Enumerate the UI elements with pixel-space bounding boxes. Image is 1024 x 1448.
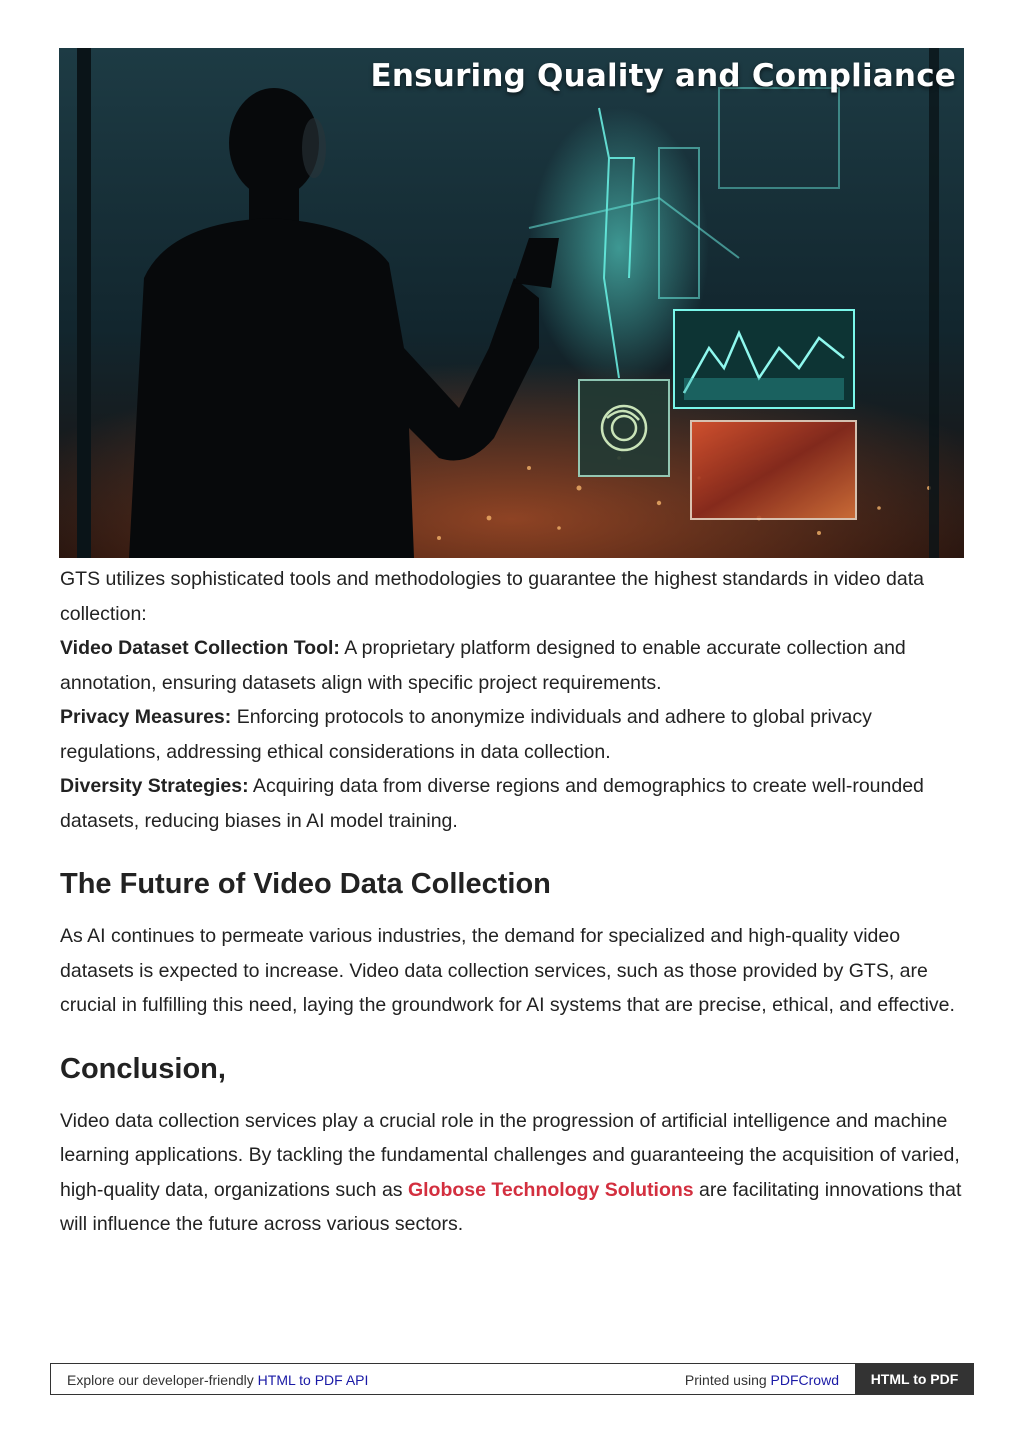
feature-text: Enforcing protocols to anonymize individuals and adhere to global privacy regulations, addressing ethical considerations in data collection. <box>60 706 872 763</box>
article-body <box>60 562 970 1242</box>
intro-paragraph: GTS utilizes sophisticated tools and methodologies to guarantee the highest standards in video data collection: <box>60 568 924 625</box>
conclusion-heading: Conclusion, <box>60 1052 226 1085</box>
footer-explore <box>67 1372 368 1388</box>
hero-illustration <box>59 48 964 558</box>
feature-text: A proprietary platform designed to enable accurate collection and annotation, ensuring datasets align with specific project requirements. <box>60 637 906 694</box>
pdfcrowd-footer <box>50 1363 974 1395</box>
globose-link[interactable]: Globose Technology Solutions <box>407 1178 694 1201</box>
future-heading: The Future of Video Data Collection <box>60 868 551 900</box>
pdfcrowd-link[interactable]: PDFCrowd <box>770 1372 839 1388</box>
feature-item-privacy <box>60 700 970 769</box>
feature-label: Privacy Measures: <box>60 706 232 728</box>
feature-item-diversity <box>60 769 970 838</box>
hero-title: Ensuring Quality and Compliance <box>370 58 956 94</box>
hero-image <box>59 48 964 558</box>
feature-label: Video Dataset Collection Tool: <box>60 637 340 659</box>
footer-printed-text: Printed using <box>684 1372 771 1388</box>
conclusion-text-before: Video data collection services play a crucial role in the progression of artificial intelligence and machine learning applications. By tackling the fundamental challenges and guaranteeing the acquisition of varied, high-quality data, organizations such as <box>60 1109 960 1201</box>
feature-label: Diversity Strategies: <box>60 775 249 797</box>
future-paragraph: As AI continues to permeate various industries, the demand for specialized and high-quality video datasets is expected to increase. Video data collection services, such as those provided by GTS, are crucial in fulfilling this need, laying the groundwork for AI systems that are precise, ethical, and effective. <box>60 925 955 1016</box>
html-to-pdf-badge[interactable]: HTML to PDF <box>855 1363 974 1395</box>
html-to-pdf-api-link[interactable]: HTML to PDF API <box>257 1372 369 1388</box>
footer-explore-text: Explore our developer-friendly <box>67 1372 258 1388</box>
feature-text: Acquiring data from diverse regions and demographics to create well-rounded datasets, reducing biases in AI model training. <box>60 775 924 832</box>
footer-printed <box>685 1372 839 1388</box>
conclusion-paragraph <box>60 1104 970 1242</box>
conclusion-text-after: are facilitating innovations that will influence the future across various sectors. <box>60 1178 962 1235</box>
feature-item-collection-tool <box>60 631 970 700</box>
